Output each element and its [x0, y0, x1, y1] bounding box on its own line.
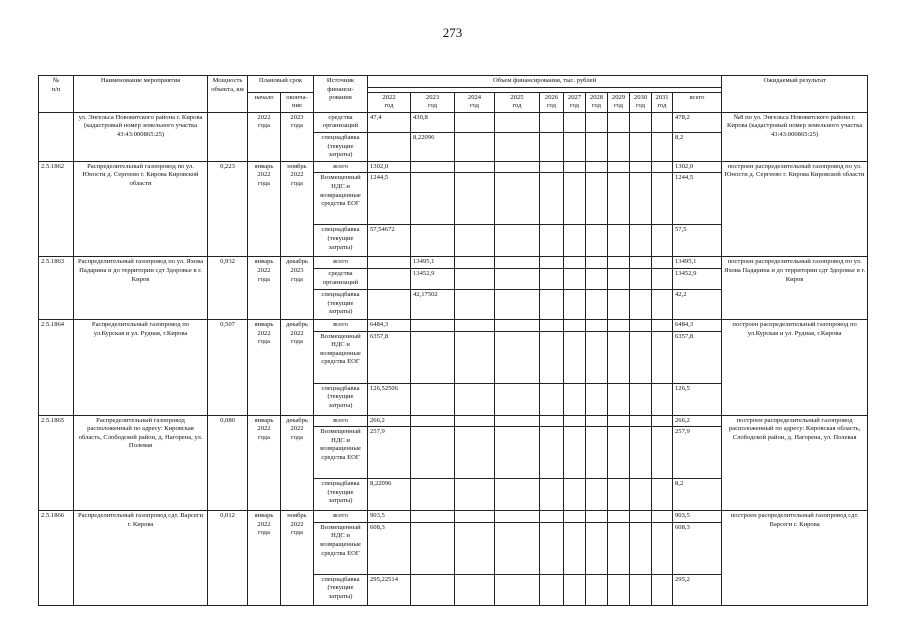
cell-empty-year — [608, 173, 630, 225]
cell-source: спецнадбавка (текущие затраты) — [314, 289, 368, 319]
cell-empty-year — [540, 522, 564, 574]
cell-empty-year — [630, 574, 652, 605]
header-end: оконча- ние — [281, 92, 314, 112]
cell-2022: 6484,3 — [368, 319, 411, 331]
cell-empty-year — [652, 112, 673, 132]
cell-2023: 42,17502 — [411, 289, 455, 319]
cell-empty-year — [540, 289, 564, 319]
cell-empty-year — [540, 511, 564, 523]
table-row — [39, 257, 868, 269]
header-name: Наименование мероприятия — [74, 76, 208, 113]
cell-empty-year — [495, 112, 540, 132]
cell-empty-year — [540, 427, 564, 479]
cell-total: 478,2 — [673, 112, 722, 132]
cell-empty-year — [586, 511, 608, 523]
cell-2023 — [411, 319, 455, 331]
cell-num — [39, 112, 74, 161]
cell-2023: 13452,9 — [411, 268, 455, 289]
cell-2022: 1244,5 — [368, 173, 411, 225]
cell-empty-year — [608, 427, 630, 479]
cell-empty-year — [630, 522, 652, 574]
cell-end: декабрь 2023 года — [281, 257, 314, 320]
cell-2022: 903,5 — [368, 511, 411, 523]
cell-empty-year — [630, 383, 652, 415]
cell-empty-year — [495, 574, 540, 605]
cell-total: 257,9 — [673, 427, 722, 479]
cell-empty-year — [564, 225, 586, 257]
header-total: всего — [673, 92, 722, 112]
cell-empty-year — [586, 132, 608, 161]
cell-empty-year — [564, 257, 586, 269]
cell-empty-year — [630, 132, 652, 161]
cell-2023 — [411, 479, 455, 511]
cell-empty-year — [455, 319, 495, 331]
cell-num: 2.5.1863 — [39, 257, 74, 320]
cell-empty-year — [540, 415, 564, 427]
cell-2023 — [411, 331, 455, 383]
header-num: № п/п — [39, 76, 74, 113]
cell-result: построен распределительный газопровод по ул. Юности д. Сергеево г. Кирова Кировской области — [722, 161, 868, 257]
header-year: 2029 год — [608, 92, 630, 112]
cell-end: 2023 года — [281, 112, 314, 161]
cell-empty-year — [495, 522, 540, 574]
cell-empty-year — [630, 268, 652, 289]
cell-result: построен распределительный газопровод сдт. Варсеги г. Кирова — [722, 511, 868, 606]
cell-empty-year — [630, 319, 652, 331]
cell-2023: 13495,1 — [411, 257, 455, 269]
cell-empty-year — [455, 574, 495, 605]
cell-empty-year — [564, 574, 586, 605]
cell-capacity: 0,012 — [208, 511, 248, 606]
cell-2022: 126,52506 — [368, 383, 411, 415]
cell-2023 — [411, 173, 455, 225]
cell-empty-year — [495, 289, 540, 319]
cell-empty-year — [564, 268, 586, 289]
cell-empty-year — [540, 225, 564, 257]
cell-empty-year — [564, 383, 586, 415]
cell-source: спецнадбавка (текущие затраты) — [314, 479, 368, 511]
table-row — [39, 161, 868, 173]
cell-empty-year — [608, 319, 630, 331]
cell-empty-year — [564, 132, 586, 161]
cell-empty-year — [630, 257, 652, 269]
cell-empty-year — [586, 225, 608, 257]
cell-source: всего — [314, 319, 368, 331]
cell-source: спецнадбавка (текущие затраты) — [314, 225, 368, 257]
cell-source: спецнадбавка (текущие затраты) — [314, 574, 368, 605]
cell-end: декабрь 2022 года — [281, 415, 314, 511]
cell-empty-year — [652, 511, 673, 523]
cell-empty-year — [586, 268, 608, 289]
cell-empty-year — [455, 132, 495, 161]
cell-empty-year — [564, 427, 586, 479]
cell-end: ноябрь 2022 года — [281, 511, 314, 606]
cell-empty-year — [652, 427, 673, 479]
cell-name: Распределительный газопровод по ул.Курская и ул. Рудная, г.Кирова — [74, 319, 208, 415]
cell-2023: 8,22096 — [411, 132, 455, 161]
cell-total: 42,2 — [673, 289, 722, 319]
table-row — [39, 415, 868, 427]
cell-empty-year — [608, 383, 630, 415]
cell-capacity — [208, 112, 248, 161]
cell-num: 2.5.1862 — [39, 161, 74, 257]
cell-source: всего — [314, 161, 368, 173]
cell-empty-year — [495, 257, 540, 269]
cell-start: 2022 года — [248, 112, 281, 161]
cell-source: средства организаций — [314, 112, 368, 132]
cell-empty-year — [564, 331, 586, 383]
cell-empty-year — [564, 415, 586, 427]
cell-2022: 266,2 — [368, 415, 411, 427]
cell-empty-year — [586, 173, 608, 225]
cell-2022: 57,54672 — [368, 225, 411, 257]
cell-start: январь 2022 года — [248, 319, 281, 415]
cell-empty-year — [608, 331, 630, 383]
cell-empty-year — [540, 268, 564, 289]
cell-2022 — [368, 257, 411, 269]
cell-num: 2.5.1864 — [39, 319, 74, 415]
cell-empty-year — [630, 479, 652, 511]
cell-empty-year — [540, 331, 564, 383]
table-row — [39, 112, 868, 132]
cell-empty-year — [455, 383, 495, 415]
cell-empty-year — [495, 331, 540, 383]
cell-empty-year — [586, 427, 608, 479]
cell-source: всего — [314, 511, 368, 523]
cell-result: построен распределительный газопровод по ул. Яхова Падарина и до территории сдт Здоровье в г. Киров — [722, 257, 868, 320]
cell-empty-year — [495, 173, 540, 225]
cell-empty-year — [630, 161, 652, 173]
cell-empty-year — [564, 511, 586, 523]
page-number: 273 — [442, 25, 463, 40]
cell-2022: 608,3 — [368, 522, 411, 574]
cell-total: 126,5 — [673, 383, 722, 415]
header-year: 2023 год — [411, 92, 455, 112]
cell-empty-year — [630, 289, 652, 319]
cell-empty-year — [455, 112, 495, 132]
cell-empty-year — [495, 225, 540, 257]
cell-empty-year — [540, 132, 564, 161]
cell-empty-year — [586, 257, 608, 269]
header-year: 2027 год — [564, 92, 586, 112]
cell-name: ул. Энгельса Нововятского района г. Кирова (кадастровый номер земельного участка 43:43:000865:25) — [74, 112, 208, 161]
cell-empty-year — [564, 112, 586, 132]
cell-start: январь 2022 года — [248, 161, 281, 257]
cell-empty-year — [652, 574, 673, 605]
header-year: 2026 год — [540, 92, 564, 112]
cell-total: 8,2 — [673, 132, 722, 161]
cell-source: средства организаций — [314, 268, 368, 289]
cell-end: декабрь 2022 года — [281, 319, 314, 415]
cell-2023 — [411, 415, 455, 427]
cell-empty-year — [455, 427, 495, 479]
cell-total: 57,5 — [673, 225, 722, 257]
cell-empty-year — [652, 161, 673, 173]
cell-2023 — [411, 225, 455, 257]
cell-empty-year — [652, 173, 673, 225]
cell-empty-year — [586, 383, 608, 415]
cell-empty-year — [540, 319, 564, 331]
cell-capacity: 0,932 — [208, 257, 248, 320]
cell-total: 903,5 — [673, 511, 722, 523]
cell-2023 — [411, 161, 455, 173]
cell-empty-year — [564, 161, 586, 173]
cell-total: 6357,8 — [673, 331, 722, 383]
cell-empty-year — [608, 511, 630, 523]
cell-empty-year — [652, 257, 673, 269]
header-funding: Объем финансирования, тыс. рублей — [368, 76, 722, 88]
cell-empty-year — [652, 225, 673, 257]
cell-source: Возмещенный НДС и возвращенные средства ЕОГ — [314, 522, 368, 574]
cell-empty-year — [540, 112, 564, 132]
cell-empty-year — [652, 132, 673, 161]
cell-2023 — [411, 574, 455, 605]
cell-2022: 295,22514 — [368, 574, 411, 605]
cell-empty-year — [586, 319, 608, 331]
cell-empty-year — [540, 173, 564, 225]
cell-result: №8 по ул. Энгельса Нововятского района г. Кирова (кадастровый номер земельного участка 43:43:000865:25) — [722, 112, 868, 161]
cell-name: Распределительный газопровод сдт. Варсеги г. Кирова — [74, 511, 208, 606]
cell-empty-year — [455, 522, 495, 574]
cell-2023 — [411, 427, 455, 479]
cell-capacity: 0,080 — [208, 415, 248, 511]
cell-empty-year — [586, 574, 608, 605]
header-planned-term: Плановый срок — [248, 76, 314, 93]
cell-empty-year — [455, 415, 495, 427]
cell-empty-year — [564, 319, 586, 331]
cell-empty-year — [608, 161, 630, 173]
cell-start: январь 2022 года — [248, 511, 281, 606]
cell-2022 — [368, 132, 411, 161]
header-result: Ожидаемый результат — [722, 76, 868, 113]
header-year: 2025 год — [495, 92, 540, 112]
cell-empty-year — [495, 511, 540, 523]
cell-empty-year — [630, 415, 652, 427]
cell-empty-year — [540, 574, 564, 605]
cell-empty-year — [608, 268, 630, 289]
cell-empty-year — [495, 427, 540, 479]
cell-empty-year — [608, 225, 630, 257]
cell-empty-year — [540, 161, 564, 173]
cell-2023 — [411, 522, 455, 574]
cell-empty-year — [564, 522, 586, 574]
cell-2022: 1302,0 — [368, 161, 411, 173]
cell-empty-year — [608, 289, 630, 319]
cell-empty-year — [652, 331, 673, 383]
cell-2022 — [368, 268, 411, 289]
cell-total: 13495,1 — [673, 257, 722, 269]
cell-total: 1302,0 — [673, 161, 722, 173]
header-capacity: Мощность объекта, км — [208, 76, 248, 113]
cell-empty-year — [455, 225, 495, 257]
cell-total: 6484,3 — [673, 319, 722, 331]
cell-empty-year — [495, 161, 540, 173]
cell-name: Распределительный газопровод расположенный по адресу: Кировская область, Слободской район, д. Нагорена, ул. Полевая — [74, 415, 208, 511]
cell-empty-year — [630, 173, 652, 225]
cell-total: 608,3 — [673, 522, 722, 574]
cell-2023 — [411, 383, 455, 415]
cell-end: ноябрь 2022 года — [281, 161, 314, 257]
header-year: 2031 год — [652, 92, 673, 112]
cell-2022: 257,9 — [368, 427, 411, 479]
cell-empty-year — [564, 173, 586, 225]
cell-empty-year — [586, 161, 608, 173]
cell-empty-year — [586, 331, 608, 383]
cell-empty-year — [586, 479, 608, 511]
cell-source: спецнадбавка (текущие затраты) — [314, 132, 368, 161]
cell-empty-year — [608, 522, 630, 574]
cell-empty-year — [608, 132, 630, 161]
cell-capacity: 0,507 — [208, 319, 248, 415]
cell-total: 295,2 — [673, 574, 722, 605]
cell-source: спецнадбавка (текущие затраты) — [314, 383, 368, 415]
cell-empty-year — [652, 268, 673, 289]
cell-empty-year — [564, 479, 586, 511]
cell-empty-year — [652, 289, 673, 319]
cell-empty-year — [564, 289, 586, 319]
cell-source: Возмещенный НДС и возвращенные средства ЕОГ — [314, 331, 368, 383]
cell-source: Возмещенный НДС и возвращенные средства ЕОГ — [314, 173, 368, 225]
cell-empty-year — [455, 511, 495, 523]
cell-start: январь 2022 года — [248, 415, 281, 511]
cell-result: построен распределительный газопровод по ул.Курская и ул. Рудная, г.Кирова — [722, 319, 868, 415]
cell-total: 266,2 — [673, 415, 722, 427]
cell-empty-year — [455, 173, 495, 225]
cell-empty-year — [455, 268, 495, 289]
cell-name: Распределительный газопровод по ул. Яхова Падарина и до территории сдт Здоровье в г. Киров — [74, 257, 208, 320]
cell-empty-year — [455, 479, 495, 511]
cell-empty-year — [630, 427, 652, 479]
cell-empty-year — [495, 383, 540, 415]
cell-empty-year — [495, 415, 540, 427]
cell-empty-year — [608, 415, 630, 427]
cell-2022: 8,22096 — [368, 479, 411, 511]
cell-2022: 6357,8 — [368, 331, 411, 383]
cell-empty-year — [608, 257, 630, 269]
cell-empty-year — [540, 383, 564, 415]
cell-empty-year — [652, 479, 673, 511]
cell-name: Распределительный газопровод по ул. Юности д. Сергеево г. Кирова Кировской области — [74, 161, 208, 257]
cell-empty-year — [608, 479, 630, 511]
cell-empty-year — [608, 574, 630, 605]
header-year: 2024 год — [455, 92, 495, 112]
header-year: 2028 год — [586, 92, 608, 112]
cell-capacity: 0,223 — [208, 161, 248, 257]
cell-empty-year — [495, 132, 540, 161]
cell-2022: 47,4 — [368, 112, 411, 132]
cell-empty-year — [586, 415, 608, 427]
cell-2022 — [368, 289, 411, 319]
cell-empty-year — [652, 415, 673, 427]
cell-2023 — [411, 511, 455, 523]
table-row — [39, 319, 868, 331]
cell-result: построен распределительный газопровод расположенный по адресу: Кировская область, Слободской район, д. Нагорена, ул. Полевая — [722, 415, 868, 511]
funding-table — [38, 75, 868, 606]
cell-empty-year — [652, 522, 673, 574]
cell-empty-year — [630, 511, 652, 523]
header-year: 2022 год — [368, 92, 411, 112]
cell-empty-year — [455, 289, 495, 319]
cell-empty-year — [652, 383, 673, 415]
header-year: 2030 год — [630, 92, 652, 112]
cell-empty-year — [495, 268, 540, 289]
cell-empty-year — [540, 479, 564, 511]
header-source: Источник финанси- рования — [314, 76, 368, 113]
header-start: начало — [248, 92, 281, 112]
cell-total: 13452,9 — [673, 268, 722, 289]
cell-empty-year — [495, 319, 540, 331]
cell-source: Возмещенный НДС и возвращенные средства ЕОГ — [314, 427, 368, 479]
cell-total: 8,2 — [673, 479, 722, 511]
cell-empty-year — [586, 112, 608, 132]
cell-start: январь 2022 года — [248, 257, 281, 320]
cell-empty-year — [608, 112, 630, 132]
cell-empty-year — [630, 225, 652, 257]
cell-empty-year — [455, 257, 495, 269]
cell-empty-year — [586, 289, 608, 319]
cell-empty-year — [540, 257, 564, 269]
cell-source: всего — [314, 257, 368, 269]
cell-num: 2.5.1865 — [39, 415, 74, 511]
cell-num: 2.5.1866 — [39, 511, 74, 606]
cell-source: всего — [314, 415, 368, 427]
table-row — [39, 511, 868, 523]
cell-empty-year — [630, 112, 652, 132]
cell-empty-year — [455, 331, 495, 383]
cell-2023: 430,8 — [411, 112, 455, 132]
cell-empty-year — [630, 331, 652, 383]
cell-empty-year — [652, 319, 673, 331]
cell-empty-year — [586, 522, 608, 574]
cell-total: 1244,5 — [673, 173, 722, 225]
cell-empty-year — [455, 161, 495, 173]
cell-empty-year — [495, 479, 540, 511]
